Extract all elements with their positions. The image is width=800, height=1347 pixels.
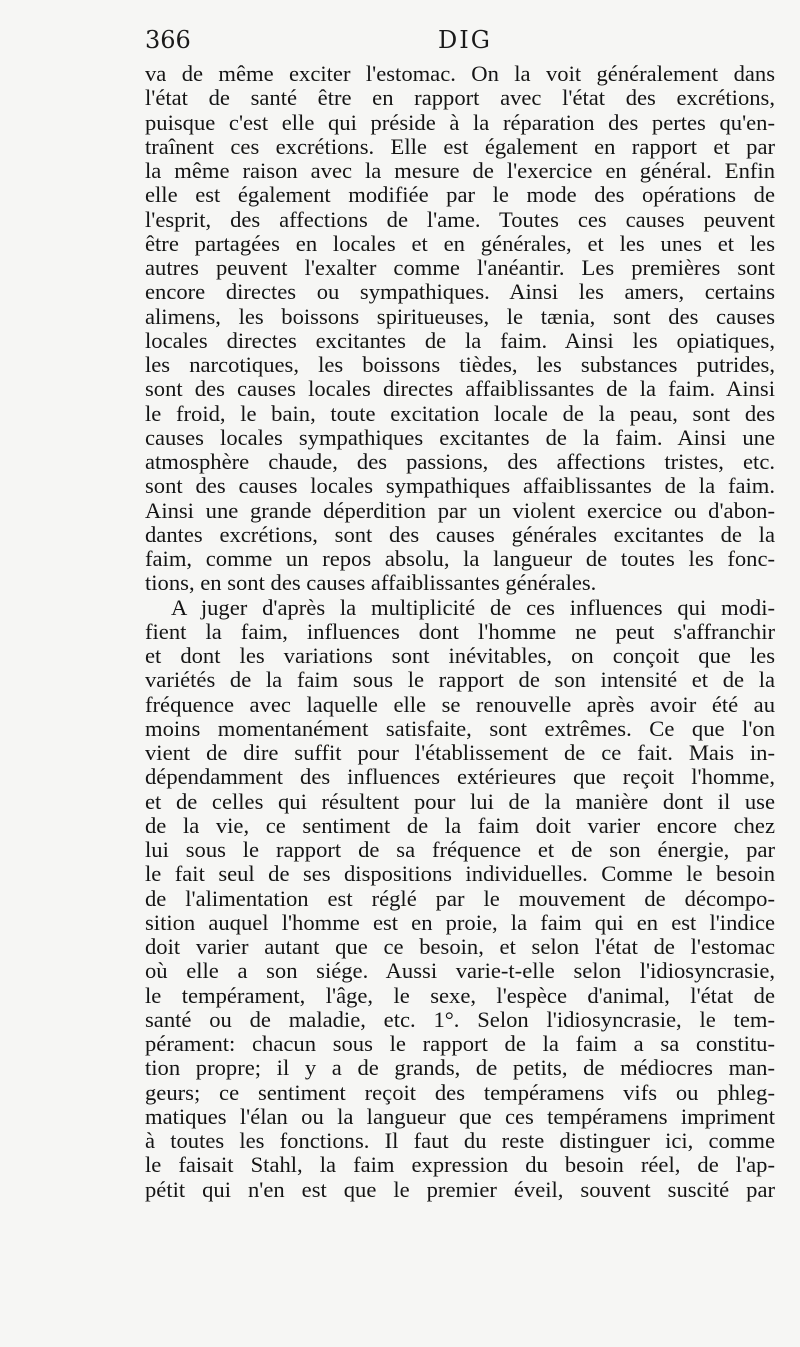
text-line: causes locales sympathiques excitantes de la faim. Ainsi une bbox=[145, 425, 775, 450]
text-line: de l'alimentation est réglé par le mouvement de décompo- bbox=[145, 886, 775, 911]
body-text bbox=[145, 62, 775, 1202]
text-line: vient de dire suffit pour l'établissement de ce fait. Mais in- bbox=[145, 741, 775, 765]
text-line: tion propre; il y a de grands, de petits, de médiocres man- bbox=[145, 1056, 775, 1081]
text-line: l'esprit, des affections de l'ame. Toutes ces causes peuvent bbox=[145, 207, 775, 232]
text-line: va de même exciter l'estomac. On la voit généralement dans bbox=[145, 62, 775, 86]
page-header bbox=[145, 26, 775, 62]
text-line: où elle a son siége. Aussi varie-t-elle selon l'idiosyncrasie, bbox=[145, 959, 775, 984]
text-line: Ainsi une grande déperdition par un violent exercice ou d'abon- bbox=[145, 498, 775, 523]
text-line: le faisait Stahl, la faim expression du besoin réel, de l'ap- bbox=[145, 1153, 775, 1178]
text-line: la même raison avec la mesure de l'exercice en général. Enfin bbox=[145, 159, 775, 183]
text-line: l'état de santé être en rapport avec l'état des excrétions, bbox=[145, 86, 775, 111]
text-line: le froid, le bain, toute excitation locale de la peau, sont des bbox=[145, 401, 775, 426]
text-line: pérament: chacun sous le rapport de la faim a sa constitu- bbox=[145, 1032, 775, 1056]
text-line: matiques l'élan ou la langueur que ces tempéramens impriment bbox=[145, 1104, 775, 1129]
page-number: 366 bbox=[145, 26, 191, 54]
text-line: pétit qui n'en est que le premier éveil, souvent suscité par bbox=[145, 1177, 775, 1202]
text-line: atmosphère chaude, des passions, des affections tristes, etc. bbox=[145, 450, 775, 474]
text-line: variétés de la faim sous le rapport de son intensité et de la bbox=[145, 668, 775, 693]
text-line: et dont les variations sont inévitables, on conçoit que les bbox=[145, 644, 775, 668]
text-line: encore directes ou sympathiques. Ainsi les amers, certains bbox=[145, 280, 775, 305]
text-line: les narcotiques, les boissons tièdes, les substances putrides, bbox=[145, 353, 775, 377]
running-head: DIG bbox=[438, 26, 492, 54]
text-line: de la vie, ce sentiment de la faim doit varier encore chez bbox=[145, 813, 775, 838]
text-line: lui sous le rapport de sa fréquence et de son énergie, par bbox=[145, 838, 775, 862]
text-line: locales directes excitantes de la faim. Ainsi les opiatiques, bbox=[145, 328, 775, 353]
text-line: fréquence avec laquelle elle se renouvelle après avoir été au bbox=[145, 692, 775, 717]
text-line: le tempérament, l'âge, le sexe, l'espèce d'animal, l'état de bbox=[145, 983, 775, 1008]
text-line: sont des causes locales directes affaiblissantes de la faim. Ainsi bbox=[145, 377, 775, 402]
text-line: et de celles qui résultent pour lui de la manière dont il use bbox=[145, 789, 775, 814]
text-line: geurs; ce sentiment reçoit des tempéramens vifs ou phleg- bbox=[145, 1080, 775, 1105]
text-line: faim, comme un repos absolu, la langueur de toutes les fonc- bbox=[145, 547, 775, 571]
text-line: sition auquel l'homme est en proie, la faim qui en est l'indice bbox=[145, 910, 775, 935]
text-line: dantes excrétions, sont des causes générales excitantes de la bbox=[145, 522, 775, 547]
text-line: santé ou de maladie, etc. 1°. Selon l'idiosyncrasie, le tem- bbox=[145, 1007, 775, 1032]
text-line: puisque c'est elle qui préside à la réparation des pertes qu'en- bbox=[145, 110, 775, 135]
text-line: doit varier autant que ce besoin, et selon l'état de l'estomac bbox=[145, 935, 775, 959]
text-line: être partagées en locales et en générales, et les unes et les bbox=[145, 231, 775, 256]
text-line: à toutes les fonctions. Il faut du reste distinguer ici, comme bbox=[145, 1129, 775, 1153]
text-line: elle est également modifiée par le mode des opérations de bbox=[145, 183, 775, 208]
text-line: fient la faim, influences dont l'homme ne peut s'affranchir bbox=[145, 619, 775, 644]
text-line: moins momentanément satisfaite, sont extrêmes. Ce que l'on bbox=[145, 716, 775, 741]
text-line: alimens, les boissons spiritueuses, le tænia, sont des causes bbox=[145, 304, 775, 329]
text-line: tions, en sont des causes affaiblissantes générales. bbox=[145, 571, 597, 596]
text-line: sont des causes locales sympathiques affaiblissantes de la faim. bbox=[145, 474, 775, 499]
text-line: autres peuvent l'exalter comme l'anéantir. Les premières sont bbox=[145, 256, 775, 280]
text-line: le fait seul de ses dispositions individuelles. Comme le besoin bbox=[145, 862, 775, 887]
text-line: traînent ces excrétions. Elle est également en rapport et par bbox=[145, 134, 775, 159]
text-line: dépendamment des influences extérieures que reçoit l'homme, bbox=[145, 765, 775, 790]
text-line: A juger d'après la multiplicité de ces influences qui modi- bbox=[171, 595, 775, 620]
